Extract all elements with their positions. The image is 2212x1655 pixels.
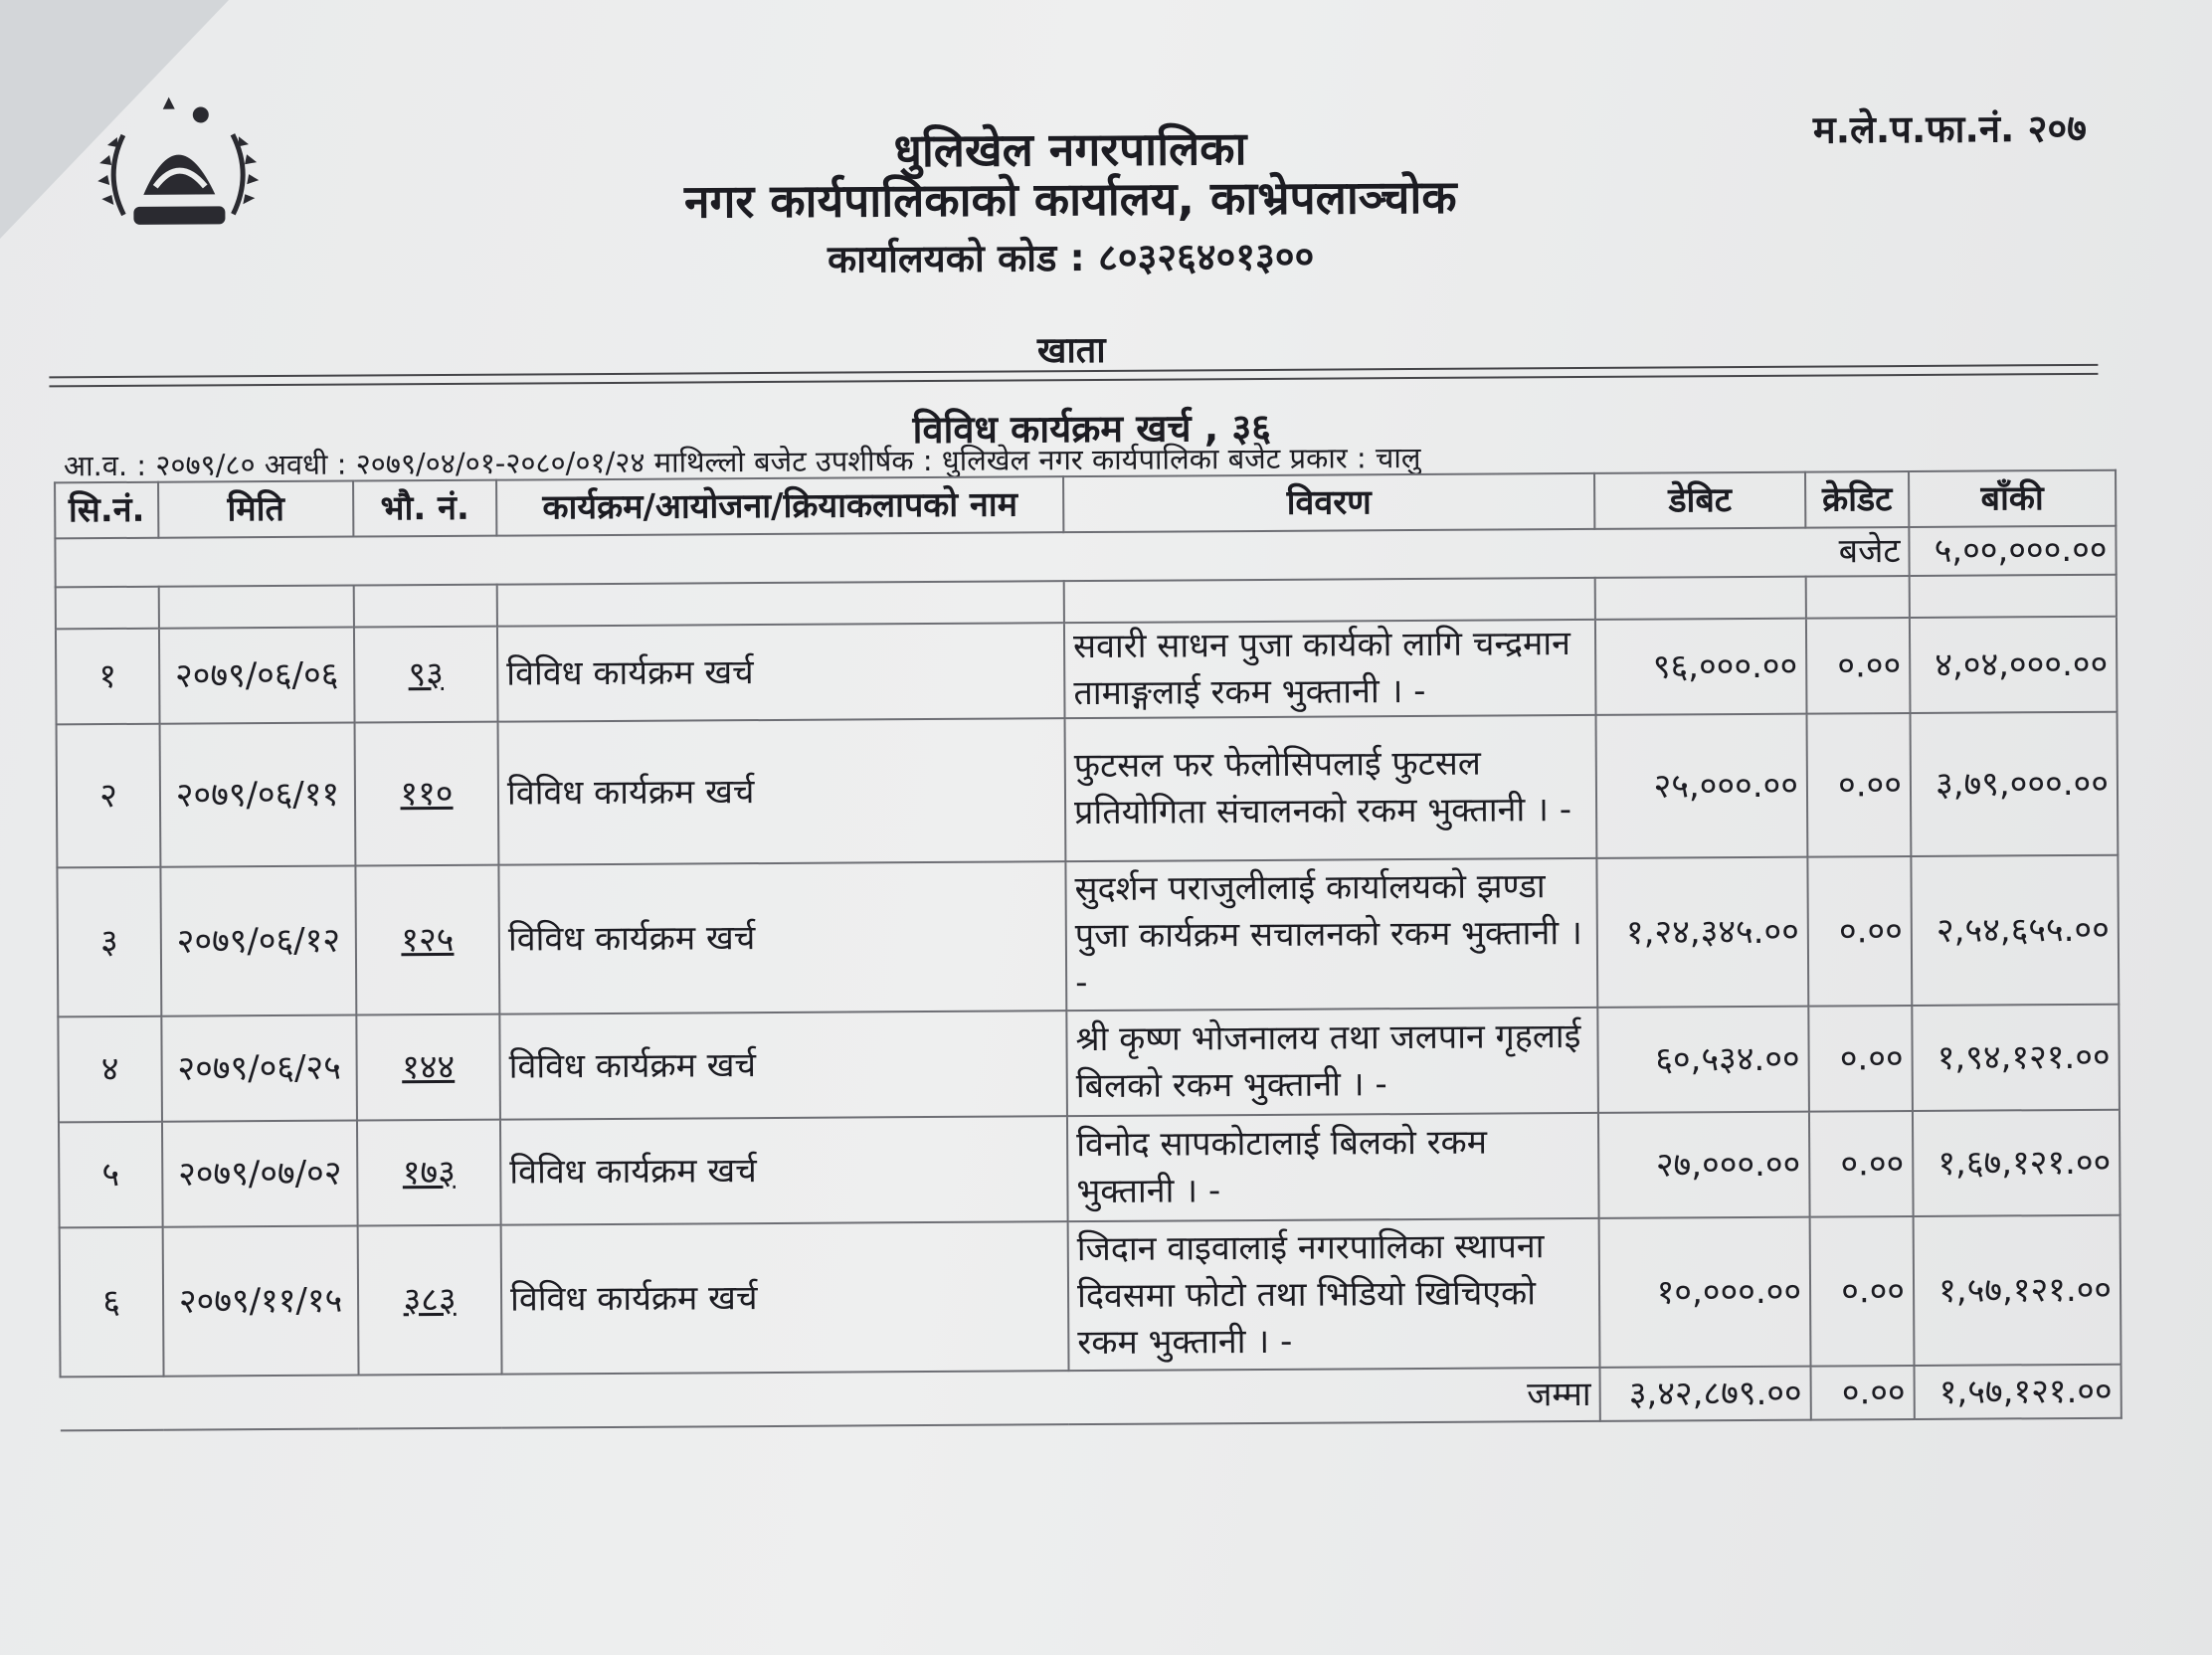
cell-voucher: ११० [355, 722, 499, 866]
table-row [60, 1215, 2121, 1378]
cell-sn: २ [57, 724, 161, 868]
ledger-meta: आ.व. : २०७९/८० अवधी : २०७९/०४/०१-२०८०/०१/२४ माथिल्लो बजेट उपशीर्षक : धुलिखेल नगर कार्यपालिका बजेट प्रकार : चालु [63, 440, 1421, 483]
col-header-program: कार्यक्रम/आयोजना/क्रियाकलापको नाम [496, 476, 1063, 535]
cell-balance: १,९४,१२१.०० [1912, 1005, 2120, 1111]
table-row [56, 617, 2118, 725]
table-row [59, 1110, 2120, 1228]
table-row [58, 1005, 2120, 1123]
cell-credit: ०.०० [1808, 1006, 1913, 1112]
table-row [57, 855, 2119, 1017]
cell-date: २०७९/०६/१२ [160, 866, 356, 1016]
cell-debit: २७,०००.०० [1598, 1112, 1810, 1218]
cell-details: जिदान वाइवालाई नगरपालिका स्थापना दिवसमा फोटो तथा भिडियो खिचिएको रकम भुक्तानी । - [1068, 1218, 1600, 1371]
cell-sn: ६ [60, 1227, 164, 1378]
budget-amount: ५,००,०००.०० [1909, 526, 2116, 576]
cell-voucher: ९३ [354, 627, 498, 723]
cell-credit: ०.०० [1810, 1216, 1915, 1367]
cell-program: विविध कार्यक्रम खर्च [501, 1221, 1069, 1374]
cell-credit: ०.०० [1807, 856, 1912, 1007]
cell-sn: ४ [58, 1016, 162, 1123]
cell-sn: १ [56, 629, 160, 725]
cell-debit: १,२४,३४५.०० [1596, 857, 1808, 1008]
cell-debit: २५,०००.०० [1596, 714, 1808, 858]
budget-label: बजेट [55, 527, 1909, 587]
cell-date: २०७९/०७/०२ [162, 1121, 358, 1227]
cell-details: श्री कृष्ण भोजनालय तथा जलपान गृहलाई बिलको रकम भुक्तानी । - [1066, 1008, 1598, 1116]
cell-details: सवारी साधन पुजा कार्यको लागि चन्द्रमान तामाङ्गलाई रकम भुक्तानी । - [1064, 620, 1596, 718]
cell-voucher: १७३ [357, 1120, 501, 1226]
cell-balance: ३,७९,०००.०० [1911, 712, 2119, 856]
cell-credit: ०.०० [1809, 1111, 1914, 1217]
col-header-date: मिति [158, 481, 353, 538]
cell-details: विनोद सापकोटालाई बिलको रकम भुक्तानी । - [1067, 1113, 1599, 1221]
cell-sn: ५ [59, 1122, 163, 1228]
cell-program: विविध कार्यक्रम खर्च [497, 623, 1065, 721]
cell-balance: १,५७,१२१.०० [1914, 1215, 2121, 1366]
ledger-title: विविध कार्यक्रम खर्च , ३६ [912, 405, 1272, 453]
total-row [61, 1365, 2121, 1431]
cell-voucher: १२५ [355, 865, 499, 1015]
cell-balance: ४,०४,०००.०० [1910, 617, 2118, 713]
table-row [57, 712, 2119, 868]
col-header-credit: क्रेडिट [1805, 471, 1909, 528]
government-emblem-icon [93, 94, 264, 245]
cell-date: २०७९/०६/११ [160, 723, 356, 867]
cell-balance: १,६७,१२१.०० [1913, 1110, 2120, 1216]
total-debit: ३,४२,८७९.०० [1600, 1367, 1811, 1421]
cell-debit: ९६,०००.०० [1595, 619, 1807, 715]
cell-voucher: १४४ [356, 1014, 500, 1121]
col-header-details: विवरण [1063, 473, 1594, 532]
ledger-table [54, 469, 2122, 1432]
municipality-name: धुलिखेल नगरपालिका [893, 121, 1247, 178]
total-label: जम्मा [61, 1368, 1600, 1430]
form-number: म.ले.प.फा.नं. २०७ [1812, 105, 2088, 152]
cell-program: विविध कार्यक्रम खर्च [498, 861, 1066, 1013]
cell-date: २०७९/०६/२५ [161, 1015, 357, 1122]
office-name: नगर कार्यपालिकाको कार्यालय, काभ्रेपलाञ्चोक [683, 169, 1457, 229]
total-balance: १,५७,१२१.०० [1915, 1365, 2121, 1419]
total-credit: ०.०० [1811, 1366, 1915, 1420]
col-header-voucher: भौ. नं. [353, 480, 496, 537]
office-code: कार्यालयको कोड : ८०३२६४०१३०० [827, 234, 1315, 281]
col-header-balance: बाँकी [1909, 470, 2116, 527]
cell-voucher: ३८३ [358, 1225, 502, 1376]
cell-sn: ३ [57, 867, 161, 1017]
cell-date: २०७९/११/१५ [163, 1226, 359, 1377]
cell-program: विविध कार्यक्रम खर्च [498, 718, 1066, 864]
col-header-sn: सि.नं. [55, 482, 158, 539]
cell-details: फुटसल फर फेलोसिपलाई फुटसल प्रतियोगिता संचालनको रकम भुक्तानी । - [1065, 715, 1597, 861]
cell-date: २०७९/०६/०६ [159, 628, 355, 724]
register-heading: खाता [1036, 329, 1106, 372]
cell-credit: ०.०० [1806, 618, 1911, 714]
cell-debit: ६०,५३४.०० [1597, 1007, 1809, 1113]
cell-program: विविध कार्यक्रम खर्च [500, 1116, 1068, 1224]
cell-balance: २,५४,६५५.०० [1911, 855, 2119, 1006]
col-header-debit: डेबिट [1594, 472, 1805, 529]
cell-credit: ०.०० [1807, 713, 1912, 857]
cell-debit: १०,०००.०० [1599, 1217, 1811, 1368]
cell-details: सुदर्शन पराजुलीलाई कार्यालयको झण्डा पुजा कार्यक्रम सचालनको रकम भुक्तानी । - [1065, 858, 1597, 1011]
cell-program: विविध कार्यक्रम खर्च [499, 1011, 1067, 1119]
